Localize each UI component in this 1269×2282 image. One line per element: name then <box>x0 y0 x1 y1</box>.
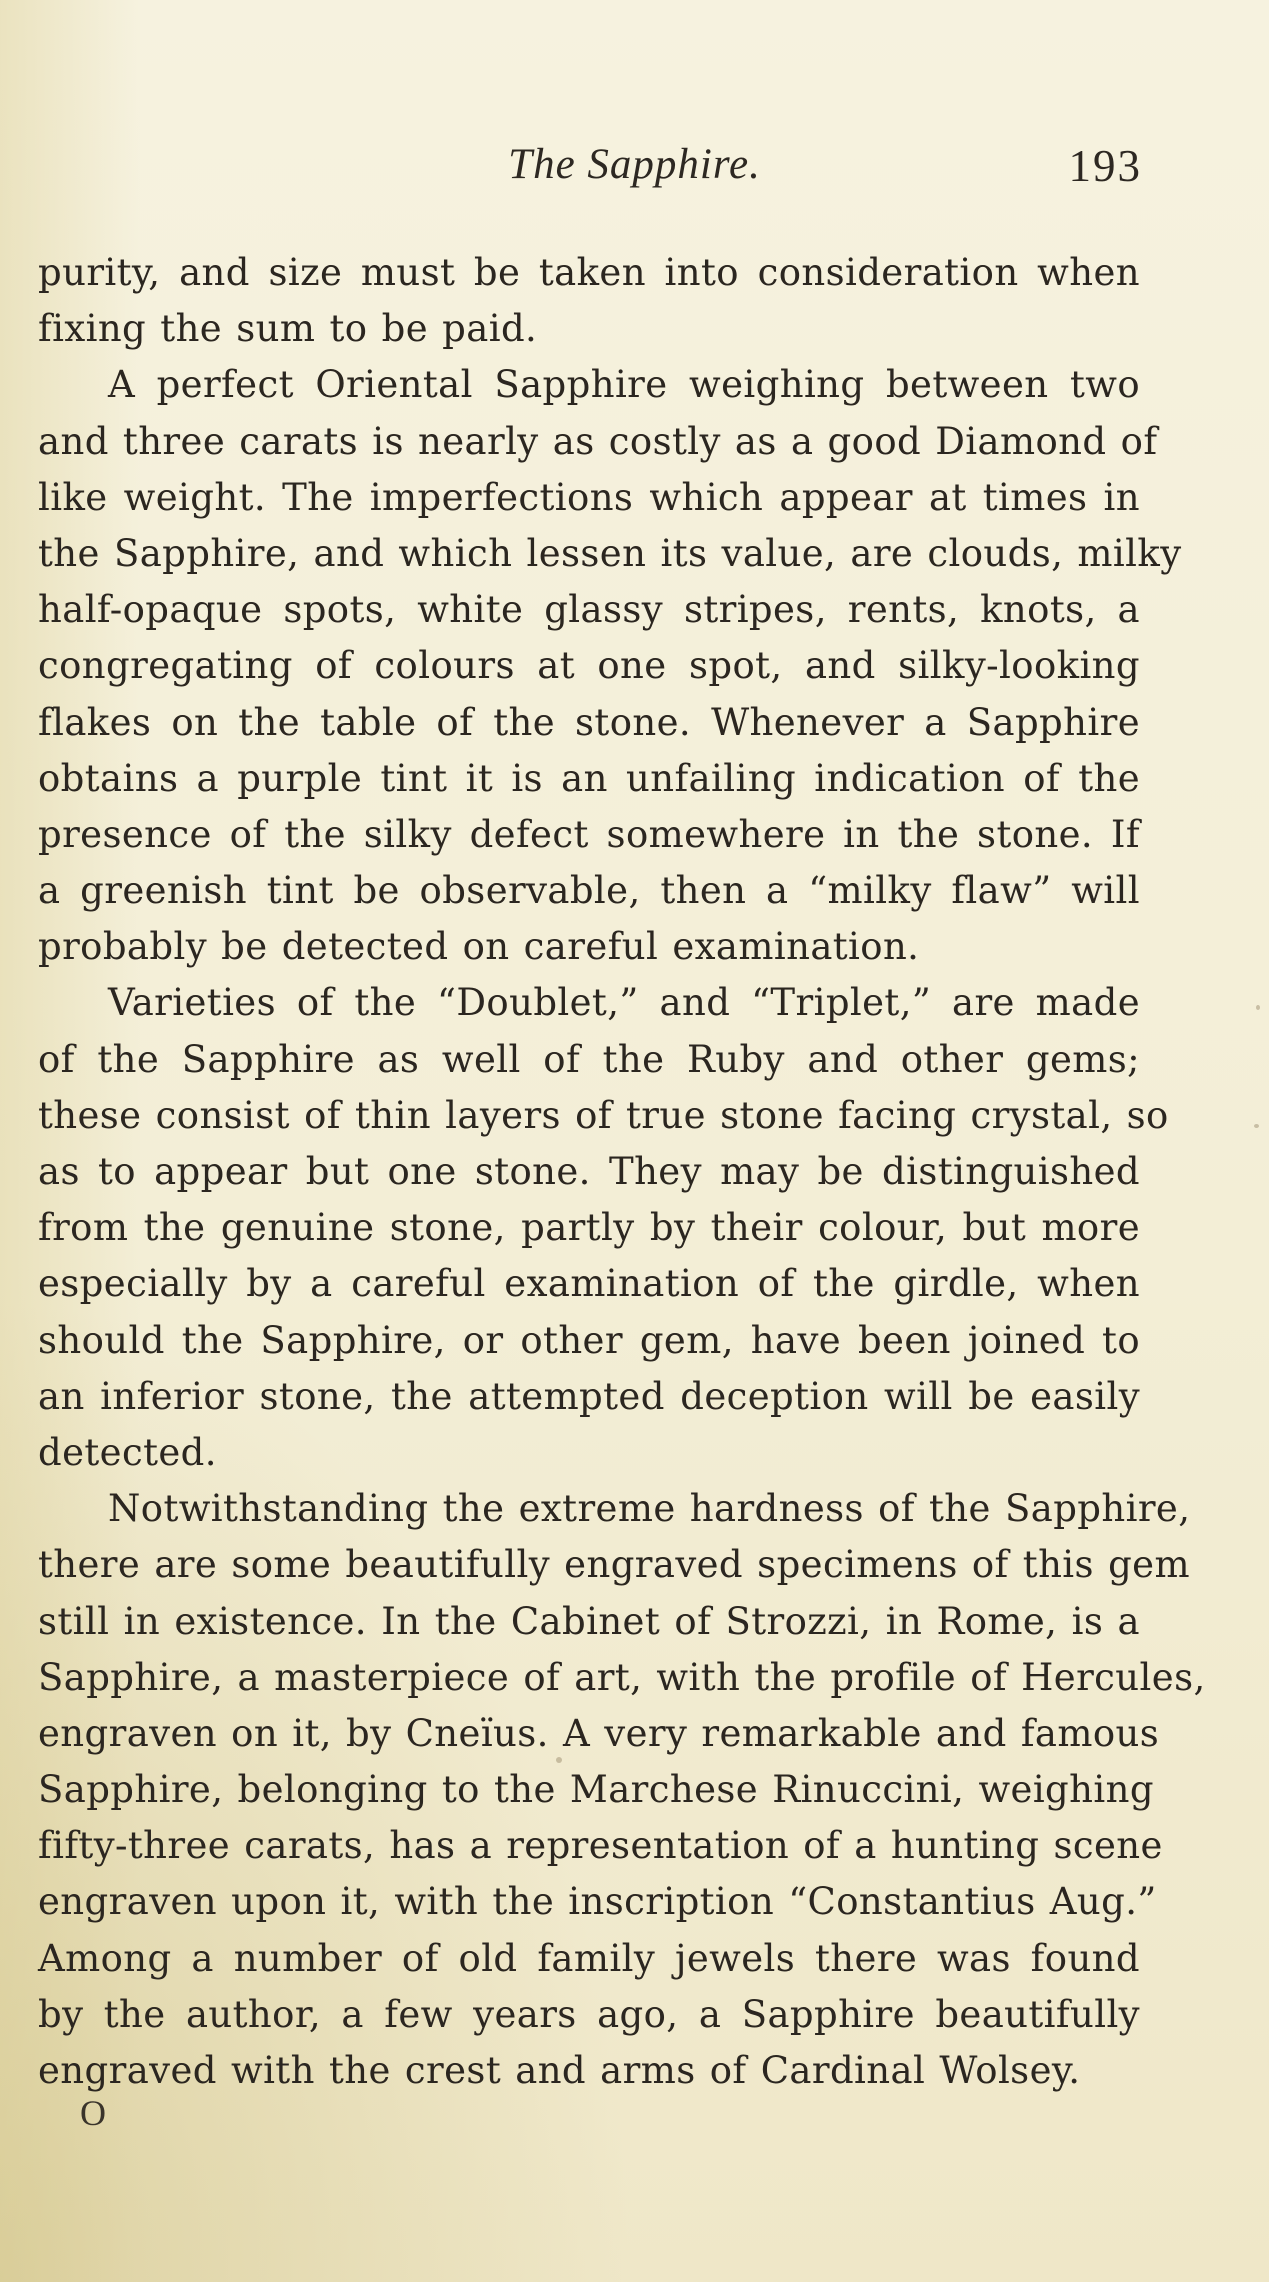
text-line: Sapphire, a masterpiece of art, with the profile of Hercules, <box>38 1655 1206 1699</box>
text-line: engraved with the crest and arms of Cardinal Wolsey. <box>38 2049 1081 2092</box>
print-speck <box>556 1757 562 1763</box>
text-line: Among a number of old family jewels there was found <box>38 1936 1140 1980</box>
text-line: presence of the silky defect somewhere in the stone. If <box>38 812 1140 856</box>
text-line: from the genuine stone, partly by their colour, but more <box>38 1206 1140 1250</box>
text-line: engraven on it, by Cneïus. A very remarkable and famous <box>38 1711 1160 1755</box>
text-line: like weight. The imperfections which appear at times in <box>38 475 1140 519</box>
text-line: Varieties of the “Doublet,” and “Triplet,” are made <box>108 981 1140 1025</box>
text-line: of the Sapphire as well of the Ruby and other gems; <box>38 1037 1140 1081</box>
text-line: probably be detected on careful examination. <box>38 925 920 969</box>
print-speck <box>1256 1005 1260 1010</box>
print-speck <box>1254 1124 1259 1128</box>
running-title: The Sapphire. <box>508 141 761 188</box>
text-line: engraven upon it, with the inscription “Constantius Aug.” <box>38 1880 1157 1924</box>
text-line: fixing the sum to be paid. <box>38 307 538 351</box>
text-line: fifty-three carats, has a representation of a hunting scene <box>38 1824 1163 1868</box>
text-line: purity, and size must be taken into consideration when <box>38 251 1140 294</box>
signature-mark: O <box>80 2093 106 2133</box>
text-line: detected. <box>38 1430 217 1474</box>
text-line: obtains a purple tint it is an unfailing indication of the <box>38 756 1140 800</box>
text-line: the Sapphire, and which lessen its value, are clouds, milky <box>38 531 1182 575</box>
text-line: flakes on the table of the stone. Whenever a Sapphire <box>38 700 1140 744</box>
text-line: still in existence. In the Cabinet of Strozzi, in Rome, is a <box>38 1599 1140 1643</box>
body-text <box>38 245 1206 2099</box>
text-line: these consist of thin layers of true stone facing crystal, so <box>38 1093 1169 1137</box>
text-line: should the Sapphire, or other gem, have been joined to <box>38 1318 1140 1362</box>
text-line: an inferior stone, the attempted deception will be easily <box>38 1374 1140 1418</box>
text-line: A perfect Oriental Sapphire weighing between two <box>108 363 1140 407</box>
text-line: and three carats is nearly as costly as a good Diamond of <box>38 419 1158 463</box>
text-line: especially by a careful examination of the girdle, when <box>38 1262 1140 1306</box>
text-line: by the author, a few years ago, a Sapphire beautifully <box>38 1992 1140 2036</box>
running-header <box>0 140 1269 200</box>
text-line: as to appear but one stone. They may be distinguished <box>38 1150 1140 1193</box>
text-line: congregating of colours at one spot, and silky-looking <box>38 644 1140 688</box>
text-line: Notwithstanding the extreme hardness of the Sapphire, <box>108 1487 1191 1531</box>
text-line: there are some beautifully engraved specimens of this gem <box>38 1543 1190 1587</box>
page-number: 193 <box>1068 141 1142 191</box>
text-line: a greenish tint be observable, then a “milky flaw” will <box>38 869 1140 913</box>
text-line: Sapphire, belonging to the Marchese Rinuccini, weighing <box>38 1768 1154 1812</box>
text-line: half-opaque spots, white glassy stripes, rents, knots, a <box>38 588 1140 632</box>
